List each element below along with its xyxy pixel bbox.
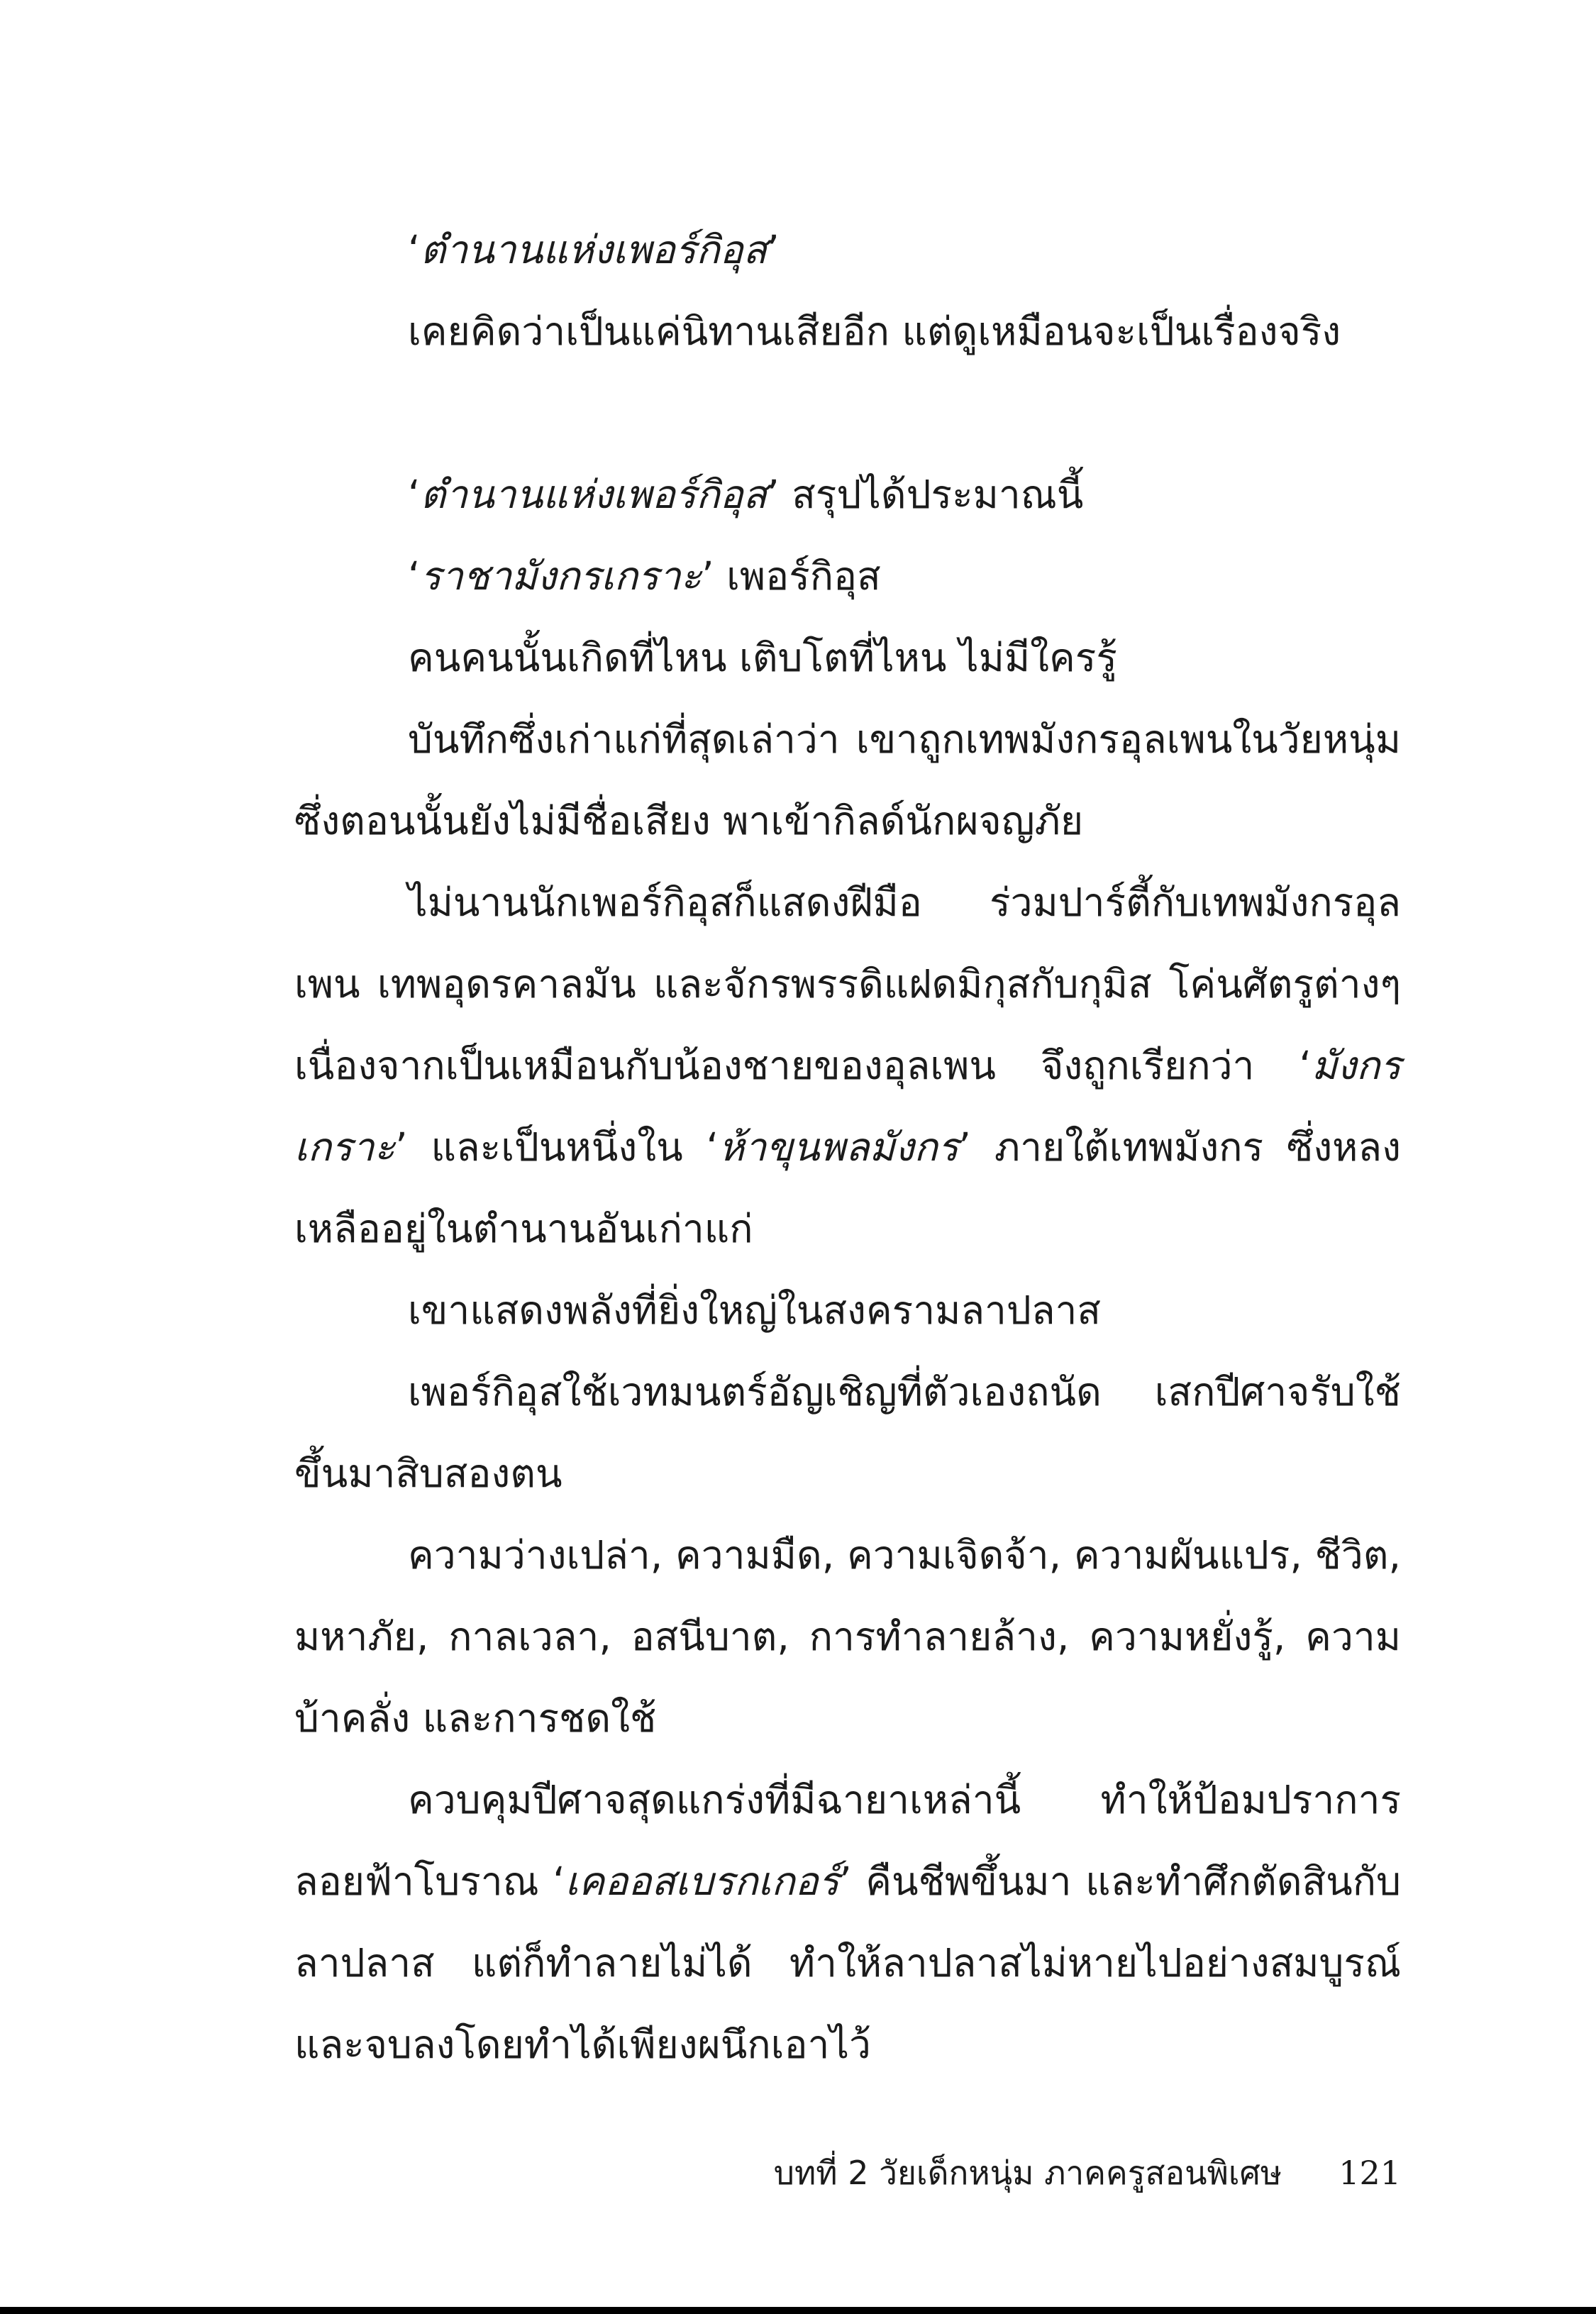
text-run: ’ คืนชีพขึ้นมา และทำศึกตัดสินกับลาปลาส แต่ก็ทำลายไม่ได้ ทำให้ลาปลาสไม่หายไปอย่างสมบูรณ์ และจบลงโดยทำได้เพียงผนึกเอาไว้ [294,1859,1401,2067]
paragraph [294,454,1401,536]
paragraph [294,1270,1401,1351]
text-run: คนคนนั้นเกิดที่ไหน เติบโตที่ไหน ไม่มีใครรู้ [408,635,1117,680]
italic-phrase: ราชามังกรเกราะ [420,553,702,599]
text-run: ’ สรุปได้ประมาณนี้ [767,472,1084,517]
text-run: เพอร์กิอุสใช้เวทมนตร์อัญเชิญที่ตัวเองถนัด เสกปีศาจรับใช้ขึ้นมาสิบสองตน [294,1369,1401,1496]
bottom-edge-bar [0,2307,1596,2314]
text-run: ’ เพอร์กิอุส [702,553,881,599]
italic-phrase: มังกรเกราะ [294,1043,1401,1170]
text-run: ไม่นานนักเพอร์กิอุสก็แสดงฝีมือ ร่วมปาร์ตี้กับเทพมังกรอุลเพน เทพอุดรคาลมัน และจักรพรรดิแฝดมิกุสกับกุมิส โค่นศัตรูต่างๆ เนื่องจากเป็นเหมือนกับน้องชายของอุลเพน จึงถูกเรียกว่า ‘ [294,880,1401,1088]
paragraph [294,862,1401,1270]
italic-phrase: ตำนานแห่งเพอร์กิอุส [420,227,767,272]
text-run: บันทึกซึ่งเก่าแก่ที่สุดเล่าว่า เขาถูกเทพมังกรอุลเพนในวัยหนุ่มซึ่งตอนนั้นยังไม่มีชื่อเสียง พาเข้ากิลด์นักผจญภัย [294,716,1401,843]
paragraph [294,536,1401,617]
text-run: ’ ภายใต้เทพมังกร ซึ่งหลงเหลืออยู่ในตำนานอันเก่าแก่ [294,1124,1401,1251]
paragraph [294,1759,1401,2086]
italic-phrase: เคออสเบรกเกอร์ [565,1859,840,1904]
paragraph [294,291,1401,372]
text-run: เขาแสดงพลังที่ยิ่งใหญ่ในสงครามลาปลาส [408,1288,1102,1333]
text-run: ควบคุมปีศาจสุดแกร่งที่มีฉายาเหล่านี้ ทำให้ป้อมปราการลอยฟ้าโบราณ ‘ [294,1777,1401,1904]
text-run: ความว่างเปล่า, ความมืด, ความเจิดจ้า, ความผันแปร, ชีวิต, มหาภัย, กาลเวลา, อสนีบาต, การทำลายล้าง, ความหยั่งรู้, ความบ้าคลั่ง และการชดใช้ [294,1532,1401,1741]
page-number: 121 [1339,2154,1401,2192]
text-run: ’ [767,227,780,272]
italic-phrase: ตำนานแห่งเพอร์กิอุส [420,472,767,517]
paragraph [294,699,1401,862]
paragraph [294,617,1401,699]
text-run: ‘ [408,472,421,517]
chapter-title: บทที่ 2 วัยเด็กหนุ่ม ภาคครูสอนพิเศษ [773,2154,1282,2192]
text-run: เคยคิดว่าเป็นแค่นิทานเสียอีก แต่ดูเหมือนจะเป็นเรื่องจริง [408,309,1341,354]
running-footer [709,2148,1401,2198]
text-run: ‘ [408,227,421,272]
text-run: ’ และเป็นหนึ่งใน ‘ [395,1124,719,1170]
paragraph [294,209,1401,291]
paragraph [294,1351,1401,1515]
body-text [294,209,1401,2086]
paragraph [294,1515,1401,1759]
blank-line [294,372,1401,454]
italic-phrase: ห้าขุนพลมังกร [719,1124,959,1170]
text-run: ‘ [408,553,421,599]
